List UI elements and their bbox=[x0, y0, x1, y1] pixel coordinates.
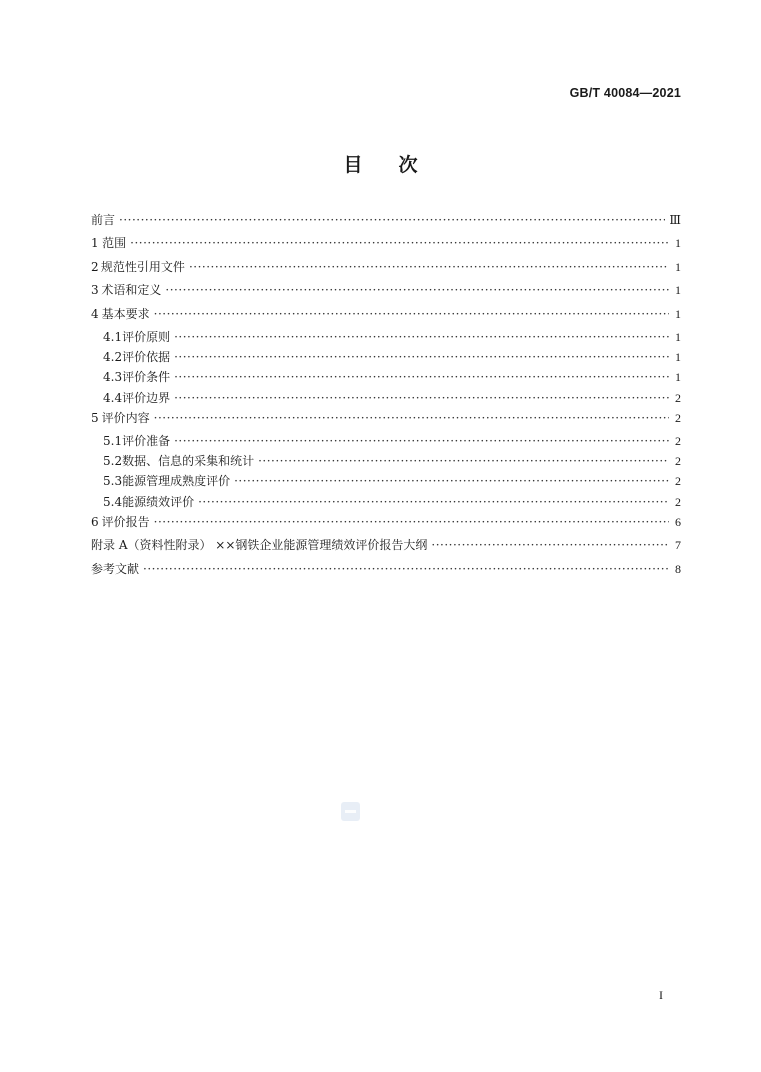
toc-entry-page: 2 bbox=[675, 434, 681, 449]
standard-number: GB/T 40084—2021 bbox=[569, 86, 681, 100]
toc-entry[interactable] bbox=[91, 212, 681, 228]
toc-entry[interactable] bbox=[91, 329, 681, 345]
toc-entry-label: 评价依据 bbox=[122, 350, 171, 365]
toc-entry-label: 评价边界 bbox=[122, 390, 171, 405]
toc-entry-label: 基本要求 bbox=[101, 306, 150, 321]
toc-entry[interactable] bbox=[91, 537, 681, 553]
toc-entry-page: 2 bbox=[675, 454, 681, 469]
toc-entry-number: 5.1 bbox=[103, 434, 123, 449]
toc-leader-dots bbox=[119, 212, 665, 228]
toc-leader-dots bbox=[174, 369, 669, 385]
toc-leader-dots bbox=[174, 433, 669, 449]
toc-leader-dots bbox=[154, 410, 669, 426]
toc-entry-label: 评价条件 bbox=[122, 370, 171, 385]
toc-entry[interactable] bbox=[91, 235, 681, 251]
toc-entry[interactable] bbox=[91, 494, 681, 510]
toc-entry[interactable] bbox=[91, 433, 681, 449]
toc-entry-page: 2 bbox=[675, 390, 681, 405]
toc-entry-label: 能源管理成熟度评价 bbox=[122, 474, 231, 489]
toc-entry-page: 1 bbox=[675, 236, 681, 251]
toc-entry-page: 2 bbox=[675, 494, 681, 509]
toc-entry-number: 2 bbox=[91, 259, 99, 274]
toc-leader-dots bbox=[143, 561, 669, 577]
toc-entry-number: 3 bbox=[91, 283, 99, 298]
toc-entry-page: 1 bbox=[675, 306, 681, 321]
toc-entry-page: 1 bbox=[675, 283, 681, 298]
toc-entry-number: 6 bbox=[91, 514, 99, 529]
toc-leader-dots bbox=[258, 453, 669, 469]
watermark-logo-icon bbox=[341, 802, 360, 821]
page-title: 目次 bbox=[343, 154, 454, 176]
toc-entry[interactable] bbox=[91, 561, 681, 577]
toc-entry-number: 1 bbox=[91, 236, 99, 251]
toc-entry-page: 1 bbox=[675, 370, 681, 385]
toc-entry-page: 1 bbox=[675, 329, 681, 344]
toc-entry-page: 2 bbox=[675, 410, 681, 425]
toc-entry-label: 评价准备 bbox=[122, 434, 171, 449]
toc-leader-dots bbox=[174, 390, 669, 406]
toc-entry-number: 5.3 bbox=[103, 474, 123, 489]
table-of-contents bbox=[91, 212, 681, 584]
toc-entry-label: 前言 bbox=[91, 213, 116, 227]
toc-leader-dots bbox=[174, 329, 669, 345]
toc-entry[interactable] bbox=[91, 390, 681, 406]
toc-leader-dots bbox=[165, 282, 669, 298]
toc-entry[interactable] bbox=[91, 473, 681, 489]
toc-entry-page: 6 bbox=[675, 514, 681, 529]
page-number: I bbox=[659, 988, 663, 1002]
toc-entry[interactable] bbox=[91, 306, 681, 322]
toc-entry-page: Ⅲ bbox=[669, 213, 681, 227]
toc-entry[interactable] bbox=[91, 514, 681, 530]
toc-entry[interactable] bbox=[91, 410, 681, 426]
toc-entry-number: 5.4 bbox=[103, 494, 123, 509]
toc-entry-label: 参考文献 bbox=[91, 561, 140, 576]
toc-entry-label: 附录 A（资料性附录） ××钢铁企业能源管理绩效评价报告大纲 bbox=[91, 538, 428, 553]
toc-entry-number: 4 bbox=[91, 306, 99, 321]
toc-leader-dots bbox=[431, 537, 669, 553]
toc-entry-label: 评价内容 bbox=[101, 410, 150, 425]
toc-entry[interactable] bbox=[91, 349, 681, 365]
toc-entry-number: 4.4 bbox=[103, 390, 123, 405]
toc-entry-page: 8 bbox=[675, 561, 681, 576]
toc-leader-dots bbox=[130, 235, 669, 251]
toc-leader-dots bbox=[154, 514, 669, 530]
toc-entry-label: 数据、信息的采集和统计 bbox=[122, 454, 255, 469]
toc-entry-label: 评价原则 bbox=[122, 329, 171, 344]
toc-leader-dots bbox=[198, 494, 669, 510]
toc-entry-label: 评价报告 bbox=[101, 514, 150, 529]
toc-entry-label: 规范性引用文件 bbox=[100, 259, 185, 274]
toc-entry-number: 5 bbox=[91, 410, 99, 425]
toc-entry-page: 1 bbox=[675, 350, 681, 365]
toc-entry-page: 2 bbox=[675, 474, 681, 489]
toc-leader-dots bbox=[154, 306, 669, 322]
toc-entry-number: 4.2 bbox=[103, 350, 123, 365]
toc-entry-number: 4.3 bbox=[103, 370, 123, 385]
toc-entry-page: 7 bbox=[675, 538, 681, 553]
toc-entry-label: 范围 bbox=[102, 236, 127, 251]
toc-leader-dots bbox=[189, 259, 669, 275]
toc-entry[interactable] bbox=[91, 369, 681, 385]
toc-entry-label: 术语和定义 bbox=[101, 283, 162, 298]
toc-entry[interactable] bbox=[91, 282, 681, 298]
toc-entry-number: 4.1 bbox=[103, 329, 123, 344]
toc-entry-page: 1 bbox=[675, 259, 681, 274]
toc-entry[interactable] bbox=[91, 453, 681, 469]
toc-leader-dots bbox=[174, 349, 669, 365]
toc-entry[interactable] bbox=[91, 259, 681, 275]
toc-entry-number: 5.2 bbox=[103, 454, 123, 469]
toc-leader-dots bbox=[234, 473, 669, 489]
toc-entry-label: 能源绩效评价 bbox=[122, 494, 195, 509]
